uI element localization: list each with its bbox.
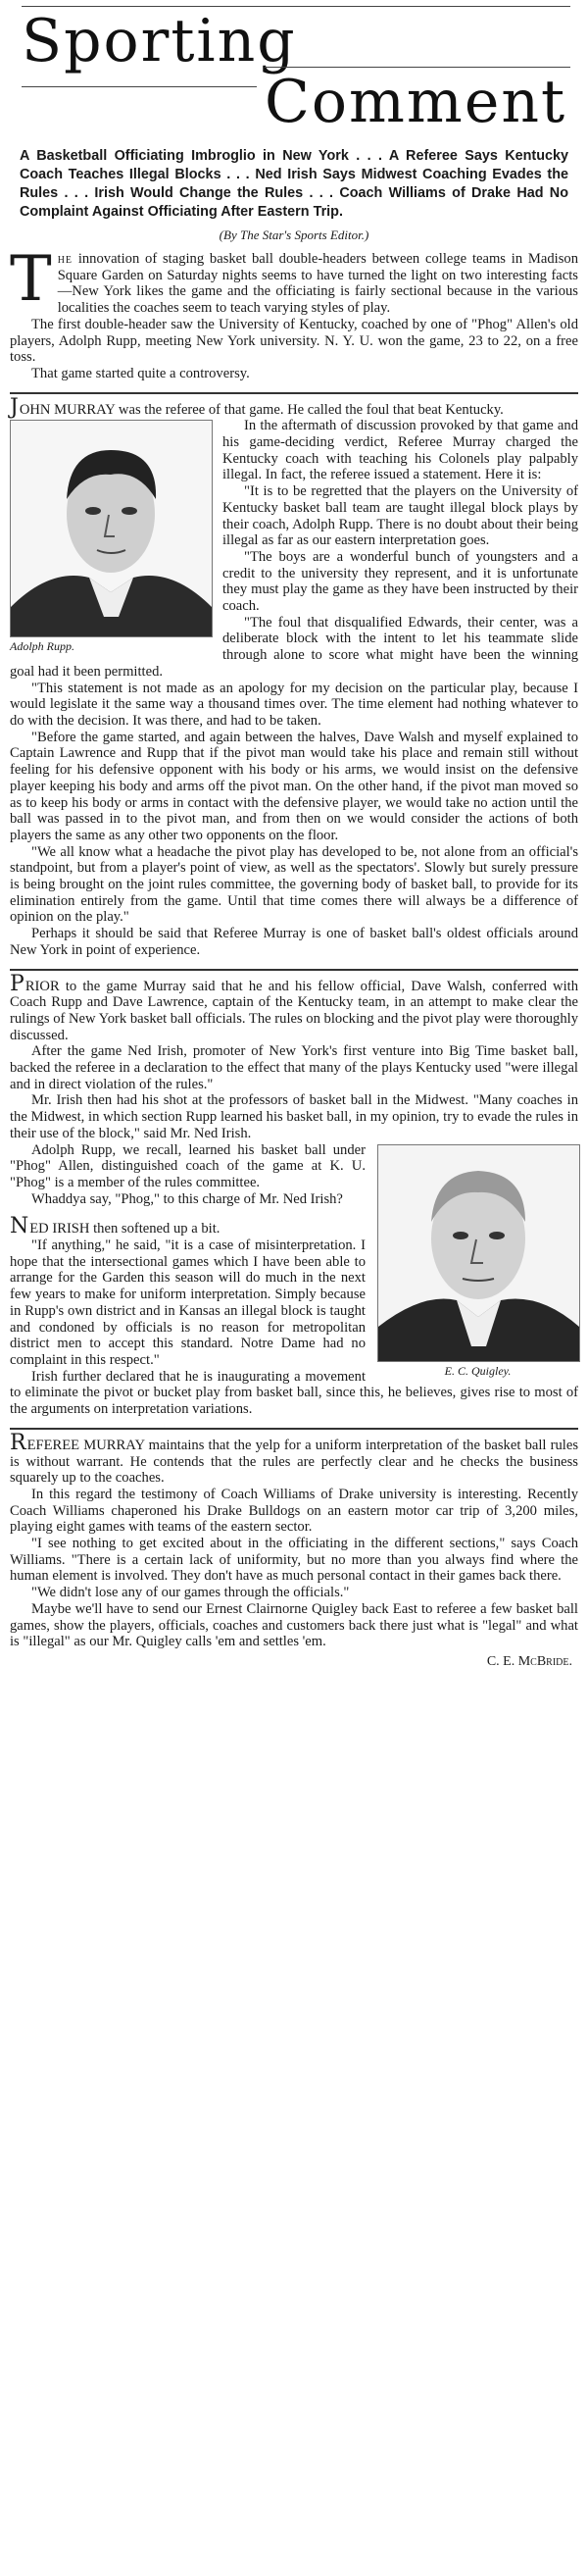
section1-paragraph: In the aftermath of discussion provoked by that game and his game-deciding verdict, Referee Murray charged the Kentucky coach with teaching his Colonels play palpably illegal. In fact, the referee issued a statement. Here it is: — [222, 418, 578, 483]
section-irish — [10, 971, 578, 1418]
section3-lead: NED IRISH then softened up a bit. — [10, 1214, 220, 1239]
section-divider — [10, 392, 578, 394]
section3-paragraph: "If anything," he said, "it is a case of misinterpretation. I hope that the intersectional games which I have been able to arrange for the Garden this season will do much in the next few years to make for uniform interpretation. Simply because in Rupp's own district and in Kansas an illegal block is taught and condoned by officials is no reason for metropolitan district men to accept this standard. Notre Dame had no complaint in this respect." — [10, 1237, 366, 1368]
section1-paragraph: Perhaps it should be said that Referee Murray is one of basket ball's oldest officials around New York in point of experience. — [10, 926, 578, 958]
masthead-word-sporting: Sporting — [22, 7, 297, 76]
author-signature: C. E. McBride. — [486, 1653, 572, 1669]
section4-lead: REFEREE MURRAY maintains that the yelp for a uniform interpretation of the basket ball rules is without warrant. He contends that the rules are perfectly clear and he checks the business squarely up to the coaches. — [10, 1430, 578, 1487]
section4-paragraph: "I see nothing to get excited about in the officiating in the different sections," says Coach Williams. "There is a certain lack of uniformity, but no more than you always find where the human element is involved. They don't have as much personal contact in their games back there. — [10, 1536, 578, 1585]
intro-paragraph-1 — [10, 243, 578, 317]
section2-paragraph: Mr. Irish then had his shot at the professors of basket ball in the Midwest. "Many coaches in the Midwest, in which section Rupp learned his basket ball, in my opinion, try to evade the rules in their use of the block," said Mr. Ned Irish. — [10, 1092, 578, 1141]
intro-paragraph-2: The first double-header saw the University of Kentucky, coached by one of "Phog" Allen's old players, Adolph Rupp, meeting New York university. N. Y. U. won the game, 23 to 22, on a free toss. — [10, 316, 578, 366]
intro-text: innovation of staging basket ball double-headers between college teams in Madison Square Garden on Saturday nights seems to have turned the light on two interesting facts—New York likes the game and the officiating is fairly sectional because in the various localities the coaches seem to teach varying styles of play. — [57, 251, 578, 317]
portrait-quigley-image — [377, 1144, 580, 1362]
section-divider — [10, 969, 578, 971]
byline: (By The Star's Sports Editor.) — [219, 227, 369, 242]
section1-quote: "The foul that disqualified Edwards, their center, was a deliberate block with the intent to let his teammate slide through alone to score what might have been the winning goal had it been permitted. — [10, 614, 578, 680]
section4-paragraph: In this regard the testimony of Coach Williams of Drake university is interesting. Recently Coach Williams chaperoned his Drake Bulldogs on an eastern motor car trip of 3,200 miles, playing eight games with teams of the eastern sector. — [10, 1486, 578, 1536]
masthead — [10, 0, 578, 137]
section1-quote: "We all know what a headache the pivot play has developed to be, not alone from an official's standpoint, but from a player's point of view, as well as the spectators'. Slowly but surely pressure is being brought on the joint rules committee, the governing body of basket ball, to provide for its elimination entirely from the game. Until that time comes there will always be a difference of opinion on the play." — [10, 843, 578, 926]
deck-headline: A Basketball Officiating Imbroglio in New York . . . A Referee Says Kentucky Coach Teaches Illegal Blocks . . . Ned Irish Says Midwest Coaching Evades the Rules . . . Irish Would Change the Rules . . . Coach Williams of Drake Had No Complaint Against Officiating After Eastern Trip. — [20, 148, 568, 220]
section2-lead: PRIOR to the game Murray said that he and his fellow official, Dave Walsh, conferred with Coach Rupp and Dave Lawrence, captain of the Kentucky team, in an attempt to make clear the rulings of New York basket ball officials. The rules on blocking and the pivot play were thoroughly discussed. — [10, 971, 578, 1043]
masthead-word-comment: Comment — [265, 68, 567, 136]
section1-quote: "Before the game started, and again between the halves, Dave Walsh and myself explained to Captain Lawrence and Rupp that if the pivot man would take his place and remain still without feeling for his defensive opponent with his body or his arms, we would insist on the defensive player keeping his body and arms off the pivot man. On the other hand, if the pivot man moved so as to keep his body or arms in contact with the defensive player, we would take no action until the ball was passed in to the pivot man, and from then on we would consider the actions of both players the same as any other two opponents on the floor. — [10, 729, 578, 843]
section4-paragraph: Maybe we'll have to send our Ernest Clairnorne Quigley back East to referee a few basket ball games, show the players, officials, coaches and customers back there just what is "legal" and what is "illegal" as our Mr. Quigley calls 'em and settles 'em. — [10, 1600, 578, 1650]
masthead-rule-left — [22, 86, 257, 87]
portrait-rupp-image — [10, 420, 213, 637]
photo-caption-quigley: E. C. Quigley. — [444, 1363, 512, 1378]
photo-caption-rupp: Adolph Rupp. — [10, 639, 74, 654]
drop-cap: T — [10, 243, 52, 316]
intro-paragraph-3: That game started quite a controversy. — [31, 365, 250, 381]
section4-paragraph: "We didn't lose any of our games through the officials." — [31, 1585, 350, 1601]
section2-paragraph: After the game Ned Irish, promoter of New York's first venture into Big Time basket ball, backed the referee in a declaration to the effect that many of the plays Kentucky used "were illegal and in direct violation of the rules." — [10, 1043, 578, 1092]
section1-quote: "It is to be regretted that the players on the University of Kentucky basket ball team are taught illegal block plays by their coach, Adolph Rupp. There is no doubt about their being illegal as far as our eastern interpretation goes. — [222, 483, 578, 549]
photo-adolph-rupp — [10, 420, 211, 654]
section-murray — [10, 394, 578, 959]
section2-paragraph: Adolph Rupp, we recall, learned his basket ball under "Phog" Allen, distinguished coach of the game at K. U. "Phog" is a member of the rules committee. — [10, 1141, 366, 1190]
section-divider — [10, 1428, 578, 1430]
section-williams — [10, 1430, 578, 1670]
section1-quote: "This statement is not made as an apology for my decision on the particular play, because I would legislate it the same way a thousand times over. The time element had nothing whatever to do with the decision. It was there, and had to be taken. — [10, 680, 578, 729]
photo-ec-quigley — [377, 1144, 578, 1379]
intro-section — [10, 243, 578, 382]
section1-lead: JOHN MURRAY was the referee of that game. He called the foul that beat Kentucky. — [10, 394, 504, 420]
section2-paragraph: Whaddya say, "Phog," to this charge of Mr. Ned Irish? — [31, 1190, 343, 1207]
section3-paragraph: Irish further declared that he is inaugurating a movement to eliminate the pivot or bucket play from basket ball, since this, he believes, gives rise to most of the arguments on interpretation variations. — [10, 1368, 578, 1418]
intro-first-word: he — [57, 251, 74, 267]
section1-quote: "The boys are a wonderful bunch of youngsters and a credit to the university they represent, and it is unfortunate they must play the game as they have been instructed by their coach. — [222, 548, 578, 615]
